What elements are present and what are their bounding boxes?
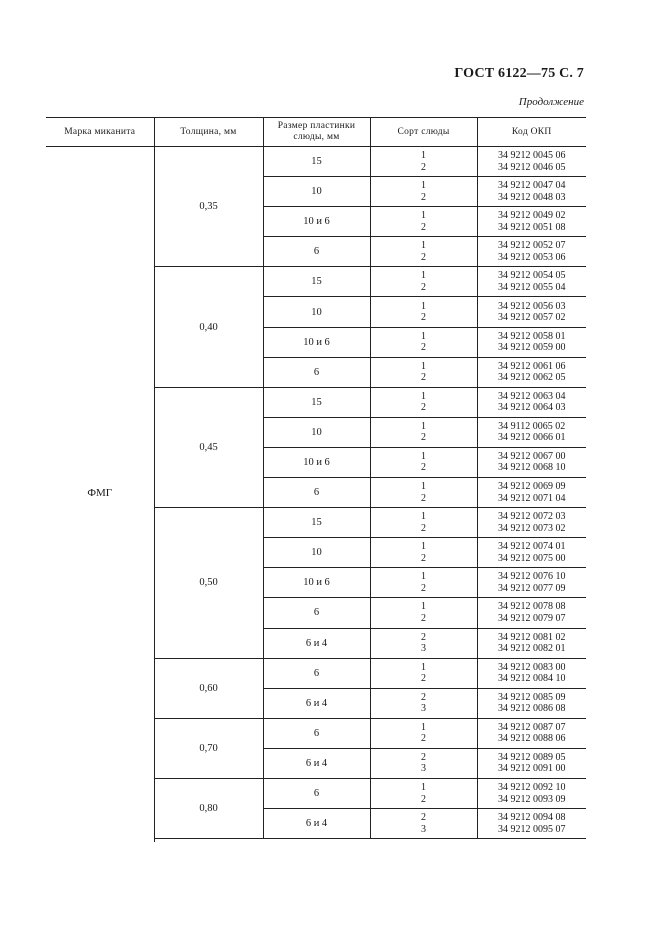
grade-cell	[370, 297, 477, 327]
okp-code-cell	[477, 778, 586, 808]
okp-code-cell	[477, 688, 586, 718]
thickness-cell: 0,50	[154, 508, 263, 658]
grade-value: 3	[421, 643, 426, 655]
grade-value: 1	[421, 450, 426, 462]
grade-value: 1	[421, 420, 426, 432]
okp-code-value: 34 9212 0081 02	[498, 631, 566, 643]
grade-value: 2	[421, 432, 426, 444]
okp-code-value: 34 9212 0082 01	[498, 643, 566, 655]
okp-code-value: 34 9212 0075 00	[498, 552, 566, 564]
plate-size-cell: 6 и 4	[263, 628, 370, 658]
okp-code-value: 34 9212 0051 08	[498, 221, 566, 233]
okp-code-cell	[477, 809, 586, 839]
okp-code-cell	[477, 508, 586, 538]
okp-code-value: 34 9212 0059 00	[498, 342, 566, 354]
column-header-mark: Марка миканита	[46, 118, 154, 147]
grade-cell	[370, 568, 477, 598]
column-header-plate-size: Размер пластинки слюды, мм	[263, 118, 370, 147]
grade-cell	[370, 447, 477, 477]
okp-code-value: 34 9212 0053 06	[498, 251, 566, 263]
grade-value: 2	[421, 251, 426, 263]
grade-value: 1	[421, 270, 426, 282]
okp-code-value: 34 9212 0048 03	[498, 191, 566, 203]
grade-value: 2	[421, 191, 426, 203]
okp-code-value: 34 9212 0057 02	[498, 312, 566, 324]
okp-code-value: 34 9212 0045 06	[498, 150, 566, 162]
grade-cell	[370, 778, 477, 808]
okp-code-value: 34 9212 0069 09	[498, 481, 566, 493]
okp-code-value: 34 9212 0088 06	[498, 733, 566, 745]
grade-value: 1	[421, 180, 426, 192]
grade-value: 1	[421, 661, 426, 673]
okp-code-value: 34 9212 0068 10	[498, 462, 566, 474]
grade-value: 1	[421, 390, 426, 402]
grade-value: 2	[421, 612, 426, 624]
okp-code-cell	[477, 447, 586, 477]
grade-value: 1	[421, 541, 426, 553]
okp-code-cell	[477, 628, 586, 658]
okp-code-cell	[477, 598, 586, 628]
plate-size-cell: 10 и 6	[263, 568, 370, 598]
okp-code-value: 34 9212 0077 09	[498, 582, 566, 594]
okp-code-value: 34 9212 0092 10	[498, 782, 566, 794]
plate-size-cell: 10	[263, 538, 370, 568]
okp-code-cell	[477, 478, 586, 508]
column-header-thickness: Толщина, мм	[154, 118, 263, 147]
grade-value: 3	[421, 703, 426, 715]
grade-value: 2	[421, 691, 426, 703]
okp-code-cell	[477, 267, 586, 297]
okp-code-value: 34 9212 0063 04	[498, 390, 566, 402]
okp-code-value: 34 9212 0091 00	[498, 763, 566, 775]
okp-code-cell	[477, 417, 586, 447]
grade-cell	[370, 658, 477, 688]
okp-code-value: 34 9212 0085 09	[498, 691, 566, 703]
plate-size-cell: 6	[263, 478, 370, 508]
grade-value: 2	[421, 733, 426, 745]
plate-size-cell: 15	[263, 508, 370, 538]
thickness-cell: 0,60	[154, 658, 263, 718]
okp-code-value: 34 9212 0083 00	[498, 661, 566, 673]
plate-size-cell: 10 и 6	[263, 327, 370, 357]
okp-code-value: 34 9212 0089 05	[498, 751, 566, 763]
table-row	[46, 147, 586, 177]
plate-size-cell: 10	[263, 417, 370, 447]
grade-cell	[370, 177, 477, 207]
plate-size-cell: 6	[263, 718, 370, 748]
grade-value: 3	[421, 763, 426, 775]
okp-code-cell	[477, 177, 586, 207]
okp-code-value: 34 9212 0072 03	[498, 511, 566, 523]
grade-cell	[370, 387, 477, 417]
plate-size-cell: 10	[263, 177, 370, 207]
grade-value: 2	[421, 673, 426, 685]
page-header-title: ГОСТ 6122—75 С. 7	[454, 66, 584, 81]
grade-cell	[370, 237, 477, 267]
grade-cell	[370, 628, 477, 658]
okp-code-cell	[477, 538, 586, 568]
plate-size-cell: 15	[263, 147, 370, 177]
thickness-cell: 0,45	[154, 387, 263, 507]
plate-size-cell: 6 и 4	[263, 688, 370, 718]
grade-value: 2	[421, 462, 426, 474]
okp-code-cell	[477, 297, 586, 327]
grade-value: 2	[421, 751, 426, 763]
okp-code-value: 34 9212 0047 04	[498, 180, 566, 192]
grade-value: 2	[421, 312, 426, 324]
okp-code-value: 34 9212 0062 05	[498, 372, 566, 384]
grade-cell	[370, 538, 477, 568]
grade-value: 2	[421, 793, 426, 805]
okp-code-value: 34 9212 0066 01	[498, 432, 566, 444]
okp-code-value: 34 9212 0094 08	[498, 812, 566, 824]
grade-cell	[370, 598, 477, 628]
okp-code-value: 34 9212 0064 03	[498, 402, 566, 414]
grade-cell	[370, 357, 477, 387]
okp-code-value: 34 9212 0084 10	[498, 673, 566, 685]
grade-cell	[370, 809, 477, 839]
grade-cell	[370, 748, 477, 778]
grade-value: 2	[421, 281, 426, 293]
okp-code-value: 34 9212 0046 05	[498, 161, 566, 173]
grade-value: 1	[421, 782, 426, 794]
okp-code-value: 34 9212 0087 07	[498, 721, 566, 733]
plate-size-cell: 6	[263, 658, 370, 688]
grade-value: 1	[421, 240, 426, 252]
continuation-label: Продолжение	[518, 96, 584, 108]
grade-value: 2	[421, 372, 426, 384]
okp-code-cell	[477, 387, 586, 417]
grade-cell	[370, 147, 477, 177]
grade-value: 1	[421, 210, 426, 222]
grade-cell	[370, 267, 477, 297]
okp-code-value: 34 9212 0073 02	[498, 522, 566, 534]
grade-cell	[370, 718, 477, 748]
okp-code-value: 34 9212 0055 04	[498, 281, 566, 293]
plate-size-cell: 6	[263, 357, 370, 387]
okp-code-cell	[477, 568, 586, 598]
okp-code-cell	[477, 327, 586, 357]
thickness-cell: 0,40	[154, 267, 263, 387]
okp-code-value: 34 9212 0067 00	[498, 450, 566, 462]
grade-cell	[370, 207, 477, 237]
grade-cell	[370, 688, 477, 718]
okp-code-value: 34 9212 0095 07	[498, 823, 566, 835]
okp-code-value: 34 9212 0086 08	[498, 703, 566, 715]
plate-size-cell: 6	[263, 778, 370, 808]
plate-size-cell: 6	[263, 598, 370, 628]
okp-code-value: 34 9212 0079 07	[498, 612, 566, 624]
grade-value: 2	[421, 492, 426, 504]
mica-spec-table	[46, 117, 586, 839]
grade-value: 1	[421, 330, 426, 342]
grade-value: 1	[421, 571, 426, 583]
okp-code-value: 34 9212 0076 10	[498, 571, 566, 583]
table-end-tick	[154, 836, 155, 842]
plate-size-cell: 10 и 6	[263, 447, 370, 477]
okp-code-cell	[477, 748, 586, 778]
okp-code-cell	[477, 147, 586, 177]
grade-value: 3	[421, 823, 426, 835]
grade-cell	[370, 478, 477, 508]
thickness-cell: 0,80	[154, 778, 263, 838]
okp-code-value: 34 9212 0052 07	[498, 240, 566, 252]
grade-cell	[370, 327, 477, 357]
plate-size-cell: 15	[263, 267, 370, 297]
column-header-grade: Сорт слюды	[370, 118, 477, 147]
grade-value: 2	[421, 812, 426, 824]
okp-code-value: 34 9212 0093 09	[498, 793, 566, 805]
grade-value: 2	[421, 522, 426, 534]
okp-code-cell	[477, 237, 586, 267]
okp-code-value: 34 9212 0056 03	[498, 300, 566, 312]
grade-value: 1	[421, 300, 426, 312]
plate-size-cell: 15	[263, 387, 370, 417]
okp-code-cell	[477, 357, 586, 387]
plate-size-cell: 6 и 4	[263, 809, 370, 839]
grade-value: 2	[421, 631, 426, 643]
mark-cell: ФМГ	[87, 486, 113, 499]
grade-value: 1	[421, 481, 426, 493]
okp-code-value: 34 9212 0071 04	[498, 492, 566, 504]
grade-value: 1	[421, 601, 426, 613]
grade-cell	[370, 417, 477, 447]
grade-value: 2	[421, 402, 426, 414]
plate-size-cell: 10 и 6	[263, 207, 370, 237]
grade-value: 1	[421, 511, 426, 523]
grade-value: 2	[421, 221, 426, 233]
plate-size-cell: 6 и 4	[263, 748, 370, 778]
okp-code-cell	[477, 718, 586, 748]
grade-cell	[370, 508, 477, 538]
plate-size-cell: 6	[263, 237, 370, 267]
okp-code-value: 34 9212 0058 01	[498, 330, 566, 342]
grade-value: 2	[421, 161, 426, 173]
okp-code-value: 34 9212 0078 08	[498, 601, 566, 613]
grade-value: 1	[421, 721, 426, 733]
column-header-okp-code: Код ОКП	[477, 118, 586, 147]
thickness-cell: 0,70	[154, 718, 263, 778]
grade-value: 2	[421, 552, 426, 564]
okp-code-value: 34 9112 0065 02	[498, 420, 566, 432]
okp-code-cell	[477, 207, 586, 237]
okp-code-value: 34 9212 0049 02	[498, 210, 566, 222]
table-body	[46, 147, 586, 839]
grade-value: 1	[421, 360, 426, 372]
grade-value: 1	[421, 150, 426, 162]
okp-code-value: 34 9212 0074 01	[498, 541, 566, 553]
grade-value: 2	[421, 582, 426, 594]
thickness-cell: 0,35	[154, 147, 263, 267]
okp-code-cell	[477, 658, 586, 688]
okp-code-value: 34 9212 0054 05	[498, 270, 566, 282]
grade-value: 2	[421, 342, 426, 354]
plate-size-cell: 10	[263, 297, 370, 327]
okp-code-value: 34 9212 0061 06	[498, 360, 566, 372]
